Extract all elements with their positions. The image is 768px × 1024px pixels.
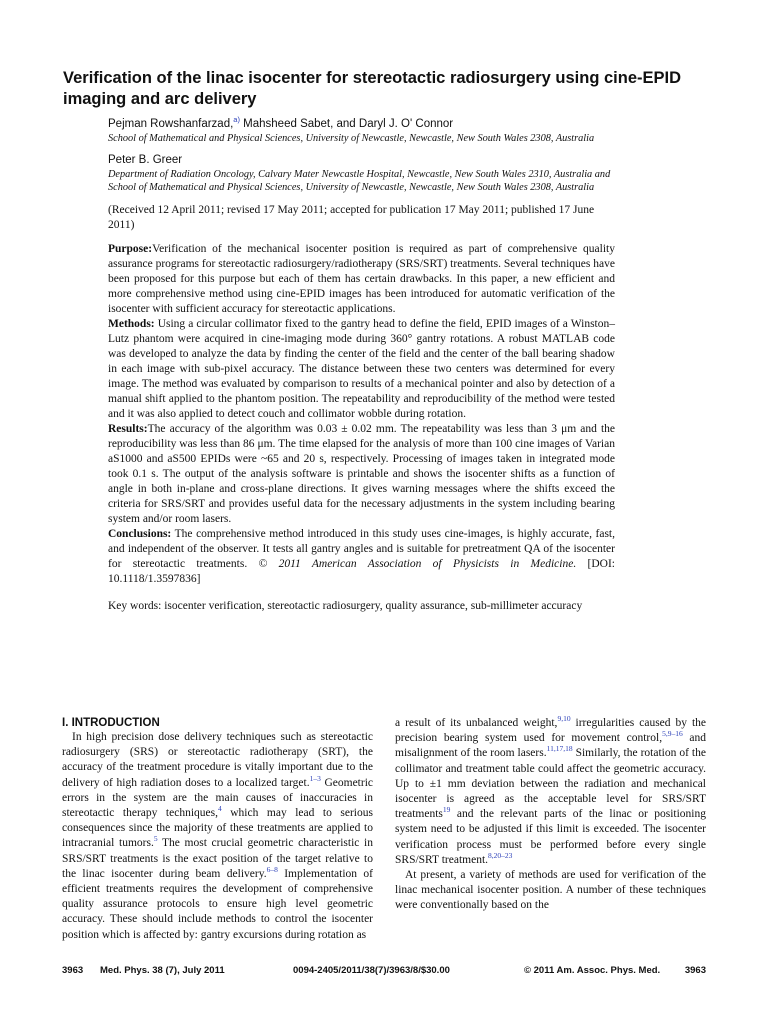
intro-text: which may lead to serious consequences since the majority of these treatments are applied to intracranial tumors. — [62, 807, 373, 850]
footer-page-number-right: 3963 — [684, 965, 706, 976]
citation-link[interactable]: 5 — [153, 834, 158, 844]
footer-article-code: 0094-2405/2011/38(7)/3963/8/$30.00 — [293, 965, 450, 976]
abstract — [108, 242, 615, 587]
abstract-results — [108, 422, 615, 527]
abstract-purpose — [108, 242, 615, 317]
copyright-citation: © 2011 American Association of Physicists in Medicine. — [258, 558, 577, 570]
section-heading-introduction: I. INTRODUCTION — [62, 717, 160, 729]
results-text: The accuracy of the algorithm was 0.03 ± 0.02 mm. The repeatability was less than 3 μm and the reproducibility was less than 86 μm. The time elapsed for the analysis of more than 100 cine images of Varian aS1000 and aS500 EPIDs were ~65 and 20 s, respectively. Processing of images taken in integrated mode took 0.1 s. The output of the analysis software is printable and shows the isocenter shifts as a function of angle in both in-plane and cross-plane directions. It gives warning messages where the shifts exceed the criteria for SRS/SRT and provides useful data for the necessary adjustments in the system including bearing system and/or room lasers. — [108, 423, 615, 525]
citation-link[interactable]: 5,9–16 — [662, 729, 683, 739]
footer-page-number-left: 3963 — [62, 965, 84, 976]
intro-text: Similarly, the rotation of the collimator and treatment table could affect the geometric accuracy. Up to ±1 mm deviation between the radiation and mechanical isocenter is agreed as the acceptable level for SRS/SRT treatments — [395, 747, 706, 821]
purpose-text: Verification of the mechanical isocenter position is required as part of comprehensive quality assurance programs for stereotactic radiosurgery/radiotherapy (SRS/SRT) treatments. Several techniques have been proposed for this purpose but each of them has certain drawbacks. In this paper, a new efficient and more comprehensive method using cine-EPID images has been introduced for automatic verification of the isocenter with sufficient accuracy for stereotactic applications. — [108, 243, 615, 315]
intro-text: and the relevant parts of the linac or positioning system need to be adjusted if this limit is exceeded. The isocenter verification process must be performed before every single SRS/SRT treatment. — [395, 808, 706, 866]
footer-copyright: © 2011 Am. Assoc. Phys. Med. — [524, 965, 661, 976]
intro-text: Geometric errors in the system are the main causes of inaccuracies in stereotactic therapy techniques, — [62, 776, 373, 820]
intro-text: irregularities caused by the precision bearing system used for movement control, — [395, 717, 706, 745]
author-line-1 — [108, 117, 615, 131]
citation-link[interactable]: 6–8 — [266, 864, 278, 874]
citation-link[interactable]: 8,20–23 — [488, 850, 513, 860]
purpose-label: Purpose: — [108, 243, 153, 255]
intro-paragraph-1 — [62, 730, 373, 943]
intro-paragraph-1-continued — [395, 716, 706, 868]
intro-text: In high precision dose delivery techniques such as stereotactic radiosurgery (SRS) or stereotactic radiotherapy (SRT), the accuracy of the treatment procedure is vitally important due to the delivery of high radiation doses to a localized target. — [62, 731, 373, 789]
methods-text: Using a circular collimator fixed to the gantry head to define the field, EPID images of a Winston–Lutz phantom were acquired in cine-imaging mode during 360° gantry rotations. A robust MATLAB code was developed to analyze the data by finding the center of the field and the center of the ball bearing shadow in each image with sub-pixel accuracy. The distance between these two centers was determined for every image. The method was evaluated by comparison to results of a mechanical pointer and also by detection of a manual shift applied to the phantom position. The repeatability and reproducibility of the method were tested and it was also applied to detect couch and collimator wobble during rotation. — [108, 318, 615, 420]
methods-label: Methods: — [108, 318, 155, 330]
conclusions-label: Conclusions: — [108, 528, 172, 540]
citation-link[interactable]: 9,10 — [557, 714, 571, 723]
results-label: Results: — [108, 423, 148, 435]
abstract-conclusions — [108, 527, 615, 587]
doi-link[interactable]: [DOI: 10.1118/1.3597836] — [108, 558, 615, 585]
citation-link[interactable]: 4 — [217, 804, 222, 814]
author-line-2: Peter B. Greer — [108, 154, 183, 166]
author-names-1b: Mahsheed Sabet, and Daryl J. O' Connor — [239, 118, 454, 130]
abstract-methods — [108, 317, 615, 422]
intro-text: The most crucial geometric characteristic in SRS/SRT treatments is the exact position of the target relative to the linac isocenter during beam delivery. — [62, 837, 373, 880]
intro-text: Implementation of efficient treatments requires the development of comprehensive quality assurance protocols to ensure high level geometric accuracy. These should include methods to control the isocenter position which is affected by: gantry excursions during rotation as — [62, 867, 373, 941]
footer-journal: Med. Phys. 38 (7), July 2011 — [100, 965, 225, 976]
intro-text: a result of its unbalanced weight, — [395, 717, 558, 729]
citation-link[interactable]: 1–3 — [309, 773, 321, 783]
citation-link[interactable]: 11,17,18 — [546, 744, 573, 754]
intro-paragraph-2: At present, a variety of methods are used for verification of the linac mechanical isocenter position. A number of these techniques were conventionally based on the — [395, 869, 706, 912]
affiliation-1: School of Mathematical and Physical Sciences, University of Newcastle, Newcastle, New South Wales 2308, Australia — [108, 133, 595, 144]
citation-link[interactable]: 19 — [442, 805, 451, 815]
author-footnote-mark[interactable]: a) — [233, 115, 240, 124]
affiliation-2: Department of Radiation Oncology, Calvary Mater Newcastle Hospital, Newcastle, New South Wales 2310, Australia and School of Mathematical and Physical Sciences, University of Newcastle, Newcastle, New South Wales 2308, Australia — [108, 169, 611, 193]
intro-text: and misalignment of the room lasers. — [395, 732, 706, 760]
page-footer — [62, 965, 706, 979]
article-title: Verification of the linac isocenter for stereotactic radiosurgery using cine-EPID imaging and arc delivery — [63, 69, 682, 108]
intro-column-left — [62, 716, 373, 943]
author-group-2 — [108, 153, 615, 194]
keywords: Key words: isocenter verification, stereotactic radiosurgery, quality assurance, sub-millimeter accuracy — [108, 600, 583, 612]
conclusions-text: The comprehensive method introduced in this study uses cine-images, is highly accurate, fast, and independent of the observer. It tests all gantry angles and is suitable for pretreatment QA of the isocenter for stereotactic treatments. — [108, 528, 615, 570]
intro-column-right — [395, 716, 706, 914]
received-dates: (Received 12 April 2011; revised 17 May 2011; accepted for publication 17 May 2011; published 17 June 2011) — [108, 204, 595, 231]
author-names-1: Pejman Rowshanfarzad, — [108, 118, 234, 130]
front-matter — [108, 117, 615, 614]
